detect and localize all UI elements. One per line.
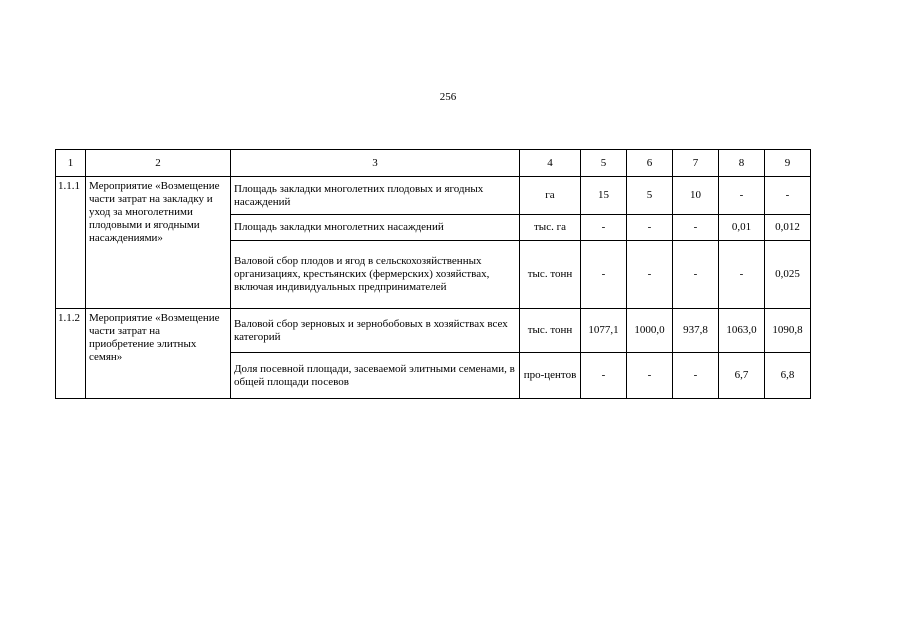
- value-cell: -: [673, 353, 719, 399]
- header-cell: 8: [719, 150, 765, 177]
- unit-cell: тыс. га: [520, 215, 581, 241]
- header-cell: 4: [520, 150, 581, 177]
- table-row: [56, 177, 811, 215]
- unit-cell: про-центов: [520, 353, 581, 399]
- value-cell: -: [581, 353, 627, 399]
- value-cell: -: [765, 177, 811, 215]
- value-cell: -: [673, 215, 719, 241]
- value-cell: 937,8: [673, 309, 719, 353]
- value-cell: 1090,8: [765, 309, 811, 353]
- indicators-table: [55, 149, 811, 399]
- unit-cell: тыс. тонн: [520, 309, 581, 353]
- indicator-name: Валовой сбор зерновых и зернобобовых в хозяйствах всех категорий: [231, 309, 520, 353]
- value-cell: 6,8: [765, 353, 811, 399]
- value-cell: -: [627, 353, 673, 399]
- value-cell: 1000,0: [627, 309, 673, 353]
- table-row: [56, 309, 811, 353]
- value-cell: -: [673, 241, 719, 309]
- header-cell: 3: [231, 150, 520, 177]
- header-cell: 6: [627, 150, 673, 177]
- header-cell: 7: [673, 150, 719, 177]
- value-cell: -: [581, 241, 627, 309]
- value-cell: -: [719, 177, 765, 215]
- unit-cell: га: [520, 177, 581, 215]
- indicator-name: Площадь закладки многолетних плодовых и ягодных насаждений: [231, 177, 520, 215]
- header-row: [56, 150, 811, 177]
- value-cell: 10: [673, 177, 719, 215]
- value-cell: 0,012: [765, 215, 811, 241]
- event-code: 1.1.1: [56, 177, 86, 309]
- header-cell: 5: [581, 150, 627, 177]
- indicator-name: Площадь закладки многолетних насаждений: [231, 215, 520, 241]
- value-cell: 0,01: [719, 215, 765, 241]
- value-cell: -: [581, 215, 627, 241]
- event-name: Мероприятие «Возмещение части затрат на приобретение элитных семян»: [86, 309, 231, 399]
- page-number: 256: [439, 91, 457, 103]
- value-cell: -: [719, 241, 765, 309]
- value-cell: 1063,0: [719, 309, 765, 353]
- value-cell: 5: [627, 177, 673, 215]
- value-cell: 15: [581, 177, 627, 215]
- value-cell: -: [627, 241, 673, 309]
- unit-cell: тыс. тонн: [520, 241, 581, 309]
- header-cell: 1: [56, 150, 86, 177]
- event-code: 1.1.2: [56, 309, 86, 399]
- event-name: Мероприятие «Возмещение части затрат на закладку и уход за многолетними плодовыми и ягодными насаждениями»: [86, 177, 231, 309]
- header-cell: 9: [765, 150, 811, 177]
- value-cell: -: [627, 215, 673, 241]
- value-cell: 0,025: [765, 241, 811, 309]
- indicator-name: Валовой сбор плодов и ягод в сельскохозяйственных организациях, крестьянских (фермерских) хозяйствах, включая индивидуальных предпринимателей: [231, 241, 520, 309]
- indicator-name: Доля посевной площади, засеваемой элитными семенами, в общей площади посевов: [231, 353, 520, 399]
- value-cell: 6,7: [719, 353, 765, 399]
- header-cell: 2: [86, 150, 231, 177]
- value-cell: 1077,1: [581, 309, 627, 353]
